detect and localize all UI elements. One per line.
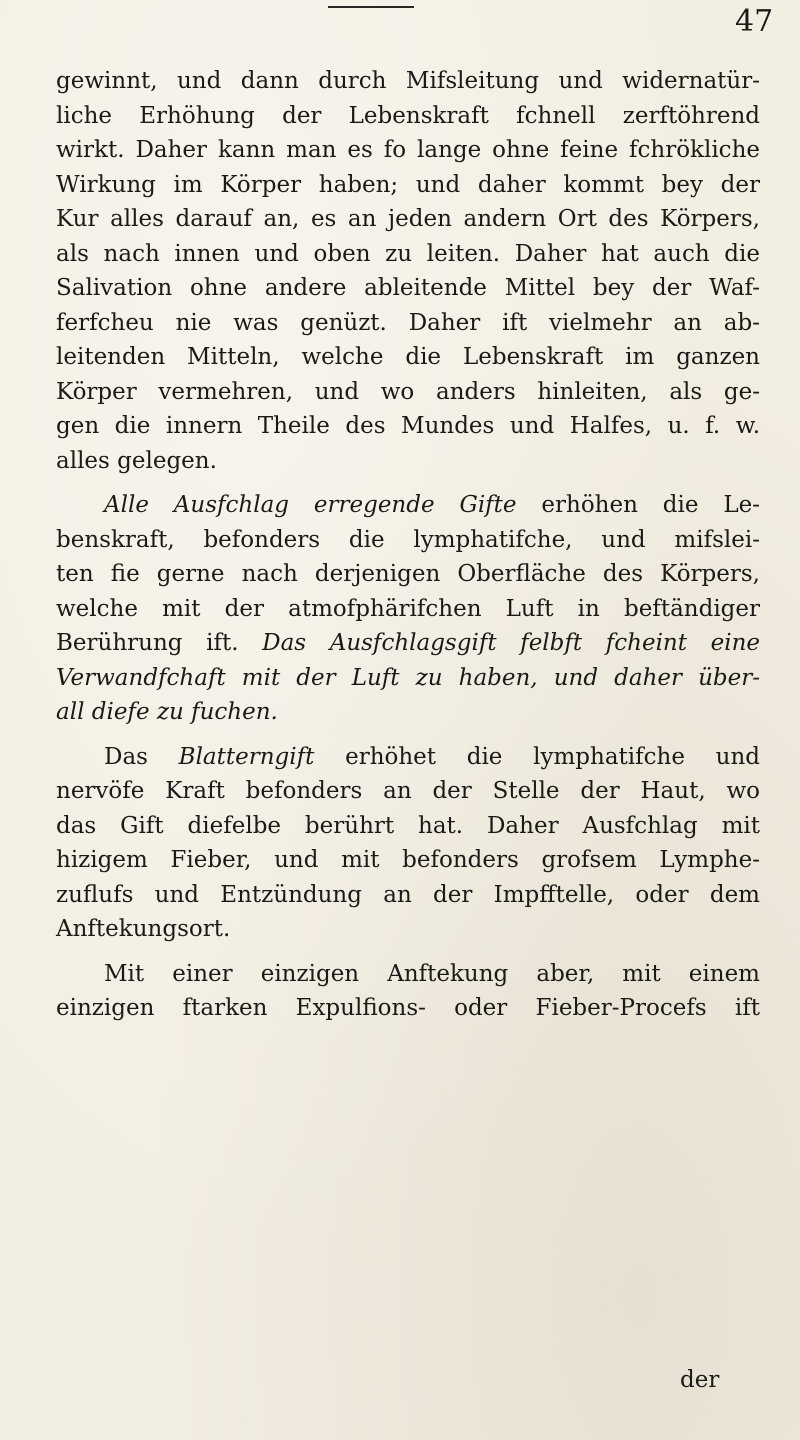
text-line bbox=[56, 695, 760, 730]
paragraph-1 bbox=[56, 64, 760, 478]
text-line: Kur alles darauf an, es an jeden andern Ort des Körpers, bbox=[56, 206, 760, 232]
text-line: ferfcheu nie was genüzt. Daher ift vielmehr an ab- bbox=[56, 309, 760, 336]
text-line: benskraft, befonders die lymphatifche, und mifslei- bbox=[56, 526, 760, 553]
italic-phrase: Das Ausfchlagsgift felbft fcheint eine bbox=[262, 630, 760, 656]
text-line: Salivation ohne andere ableitende Mittel bey der Waf- bbox=[56, 275, 760, 301]
text-line: Anftekungsort. bbox=[56, 916, 231, 942]
text-line: einzigen ftarken Expulfions- oder Fieber-Procefs ift bbox=[56, 995, 760, 1021]
text-line: welche mit der atmofphärifchen Luft in beftändiger bbox=[56, 595, 760, 622]
header-rule bbox=[328, 6, 414, 8]
text-run: Berührung ift. bbox=[56, 630, 263, 656]
text-line: leitenden Mitteln, welche die Lebenskraft im ganzen bbox=[56, 344, 760, 370]
paragraph-3 bbox=[56, 740, 760, 947]
paragraph-4 bbox=[56, 957, 760, 1026]
italic-phrase: Blatterngift bbox=[178, 743, 315, 770]
text-line: Mit einer einzigen Anftekung aber, mit einem bbox=[104, 960, 760, 987]
text-line: gewinnt, und dann durch Mifsleitung und widernatür- bbox=[56, 68, 760, 94]
text-line: hizigem Fieber, und mit befonders grofsem Lymphe- bbox=[56, 847, 760, 873]
text-line: ten fie gerne nach derjenigen Oberfläche des Körpers, bbox=[56, 561, 760, 587]
text-line: Körper vermehren, und wo anders hinleiten, als ge- bbox=[56, 378, 760, 405]
text-line bbox=[56, 626, 760, 661]
italic-phrase: all diefe zu fuchen. bbox=[56, 699, 278, 725]
text-line: wirkt. Daher kann man es fo lange ohne feine fchrökliche bbox=[56, 137, 760, 163]
text-line: Wirkung im Körper haben; und daher kommt bey der bbox=[56, 171, 760, 198]
text-line: gen die innern Theile des Mundes und Halfes, u. f. w. bbox=[56, 413, 760, 439]
catchword: der bbox=[680, 1367, 720, 1393]
italic-phrase: Alle Ausfchlag erregende Gifte bbox=[104, 492, 517, 518]
text-line bbox=[56, 488, 760, 523]
italic-phrase: Verwandfchaft mit der Luft zu haben, und daher über- bbox=[56, 664, 760, 691]
text-line: zuflufs und Entzündung an der Impfftelle, oder dem bbox=[56, 881, 760, 908]
text-run: erhöhet die lymphatifche und bbox=[314, 743, 760, 770]
text-run: Das bbox=[104, 743, 179, 770]
text-run: erhöhen die Le- bbox=[516, 492, 760, 518]
text-line: als nach innen und oben zu leiten. Daher hat auch die bbox=[56, 240, 760, 267]
text-line: nervöfe Kraft befonders an der Stelle der Haut, wo bbox=[56, 778, 760, 804]
text-line: liche Erhöhung der Lebenskraft fchnell zerftöhrend bbox=[56, 102, 760, 129]
page-number: 47 bbox=[735, 4, 774, 39]
text-line: das Gift diefelbe berührt hat. Daher Ausfchlag mit bbox=[56, 812, 760, 839]
text-line: alles gelegen. bbox=[56, 447, 217, 474]
body-text bbox=[56, 64, 760, 1026]
text-line bbox=[56, 661, 760, 696]
text-line bbox=[56, 740, 760, 775]
paragraph-2 bbox=[56, 488, 760, 730]
